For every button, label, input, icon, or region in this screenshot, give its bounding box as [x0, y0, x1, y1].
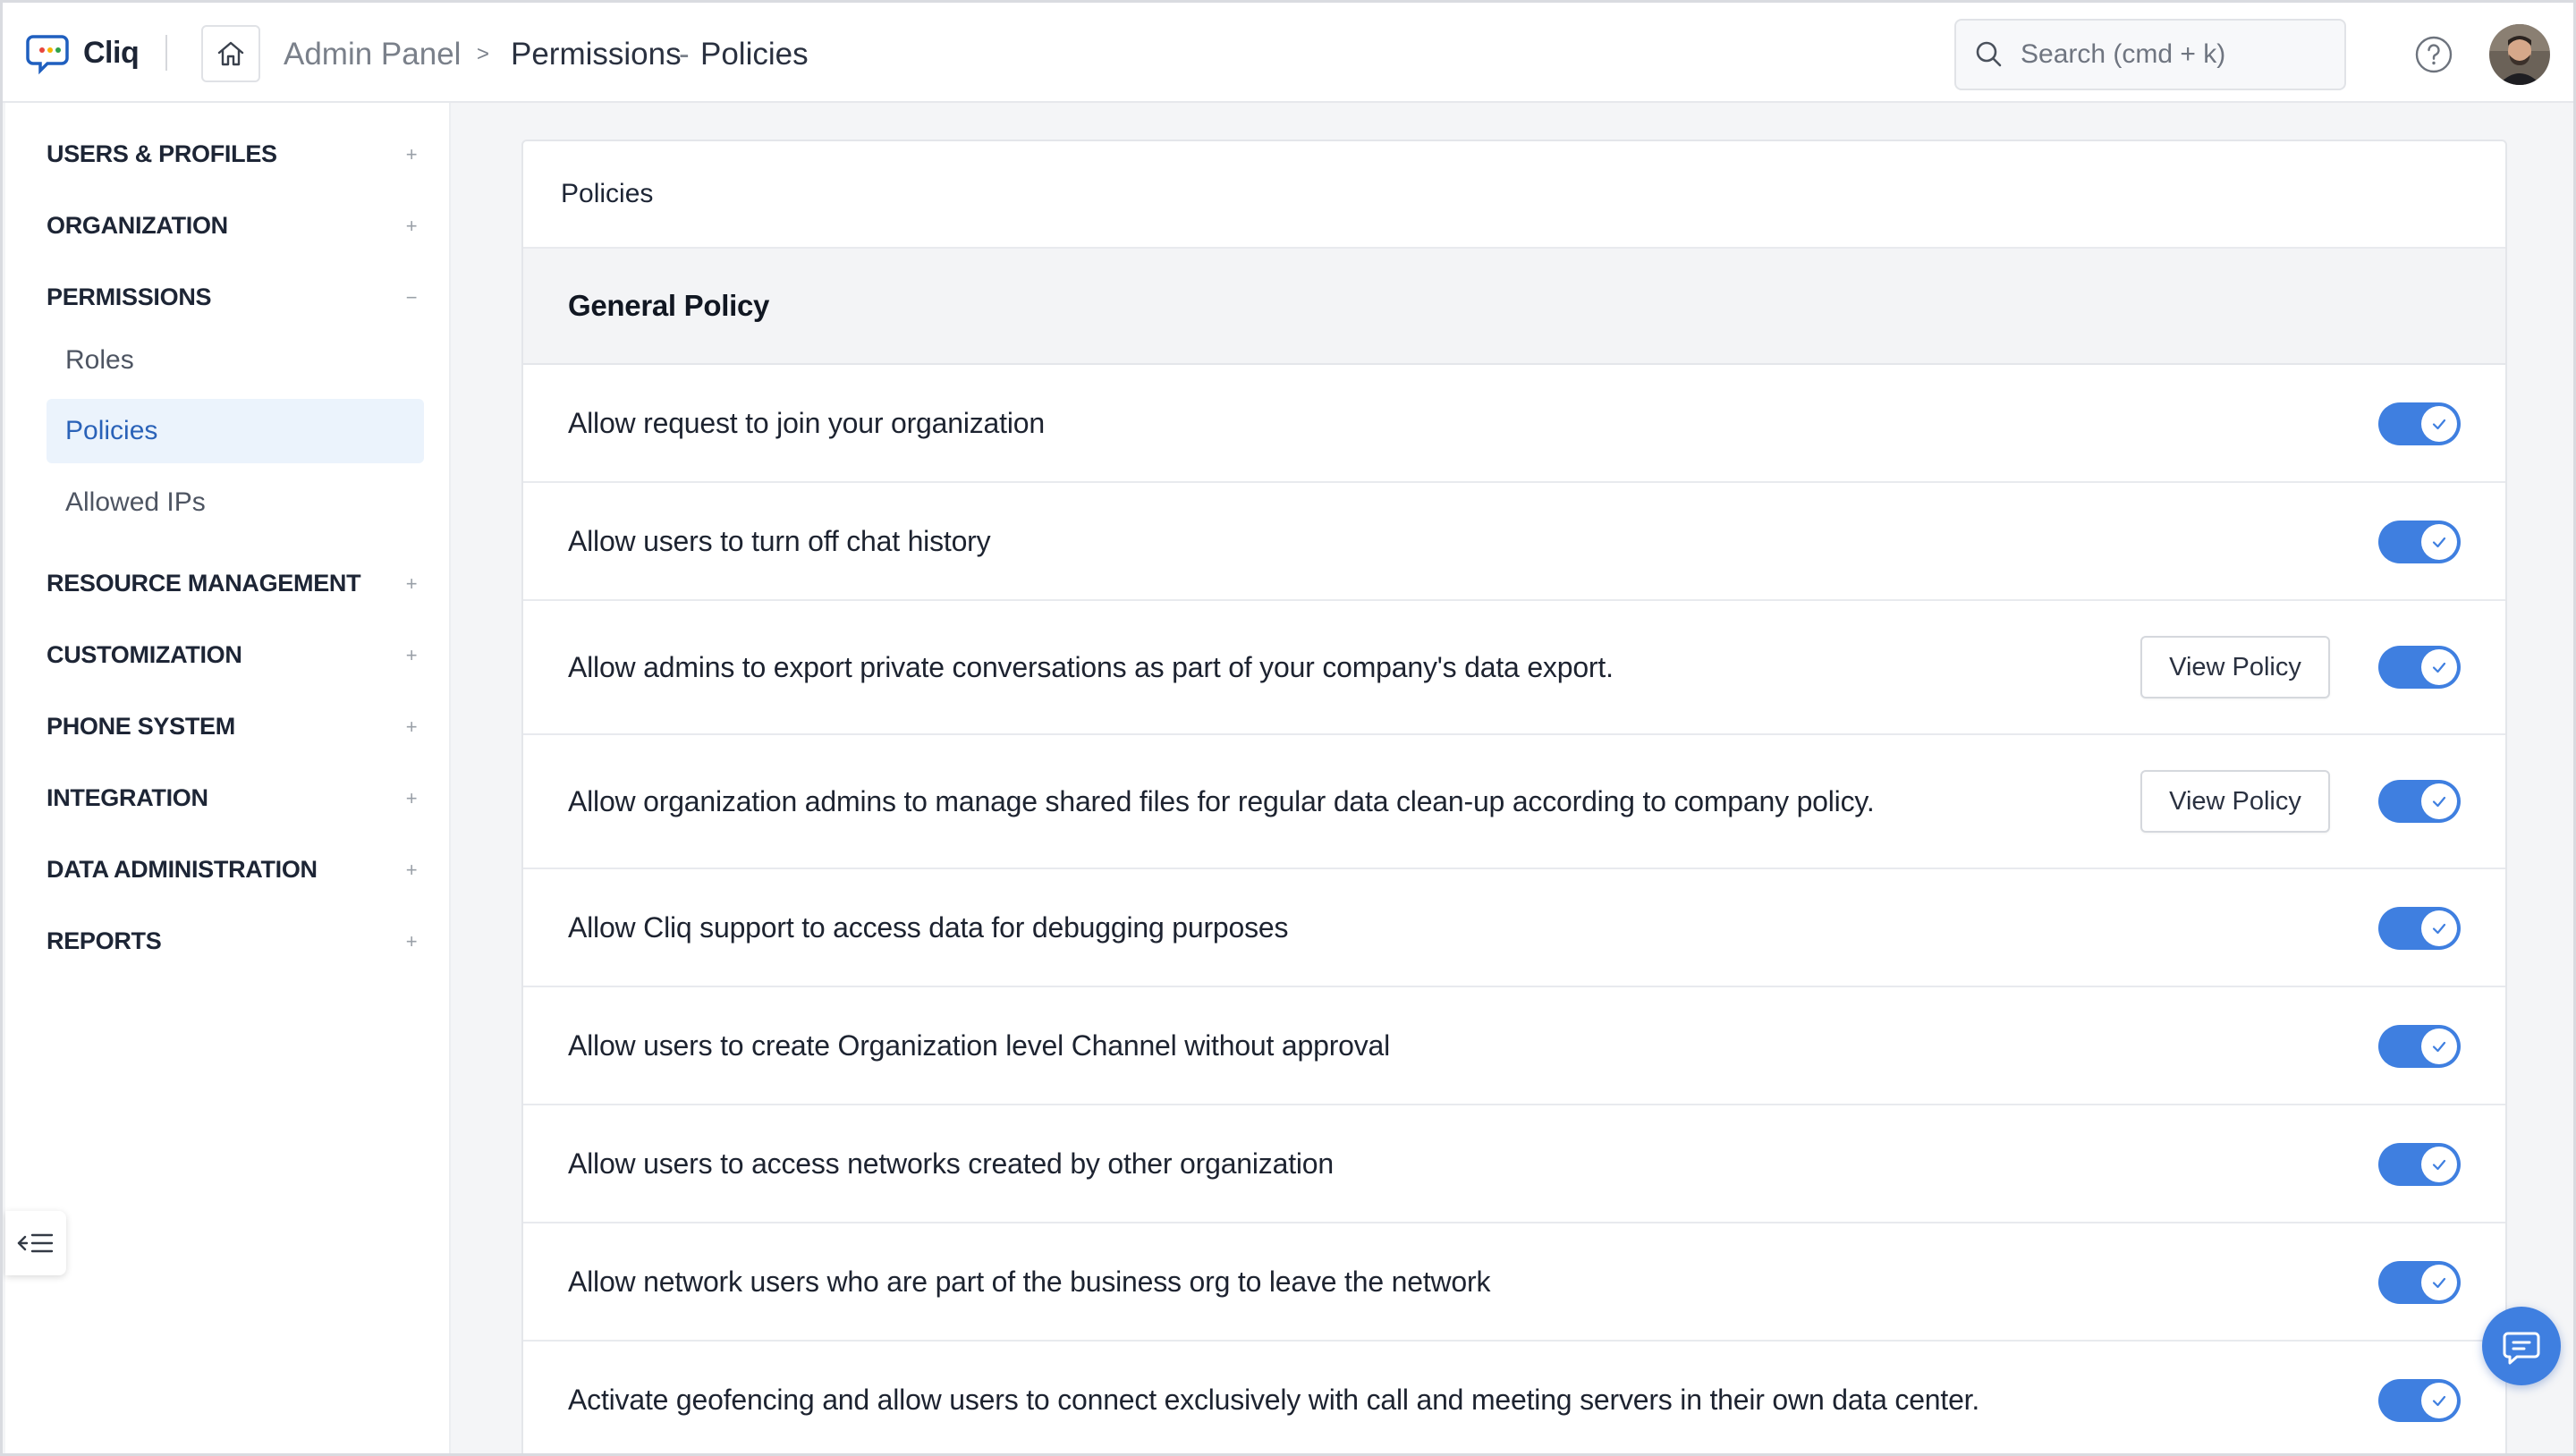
breadcrumb-admin-panel[interactable]: Admin Panel: [284, 37, 462, 72]
cliq-logo-icon: [26, 28, 76, 78]
app-name: Cliq: [83, 35, 140, 70]
panel-title: Policies: [523, 141, 2505, 249]
policy-row: [523, 735, 2505, 869]
policy-label: Allow Cliq support to access data for debugging purposes: [568, 910, 1289, 944]
check-icon: [2429, 1155, 2449, 1174]
toggle-knob: [2421, 1147, 2457, 1182]
expand-icon: +: [405, 715, 418, 738]
policy-label: Allow organization admins to manage shared files for regular data clean-up according to company policy.: [568, 784, 1875, 817]
policy-row: [523, 365, 2505, 483]
sidebar-section-resource-management[interactable]: RESOURCE MANAGEMENT +: [47, 570, 420, 597]
sidebar: [5, 103, 451, 1456]
policy-row: [523, 987, 2505, 1105]
view-policy-button[interactable]: View Policy: [2140, 636, 2330, 698]
policy-toggle[interactable]: [2378, 907, 2461, 950]
check-icon: [2429, 532, 2449, 552]
policy-label: Allow request to join your organization: [568, 406, 1045, 439]
policy-toggle[interactable]: [2378, 1143, 2461, 1186]
policy-label: Allow admins to export private conversations as part of your company's data export.: [568, 650, 1614, 683]
help-button[interactable]: [2414, 35, 2453, 74]
toggle-knob: [2421, 783, 2457, 819]
top-header: [3, 3, 2576, 103]
expand-icon: +: [405, 142, 418, 165]
sidebar-section-integration[interactable]: INTEGRATION +: [47, 784, 420, 812]
sidebar-section-data-administration[interactable]: DATA ADMINISTRATION +: [47, 856, 420, 884]
toggle-knob: [2421, 1265, 2457, 1300]
sidebar-item-roles[interactable]: Roles: [65, 345, 134, 375]
view-policy-button[interactable]: View Policy: [2140, 770, 2330, 833]
search-box[interactable]: [1954, 19, 2346, 90]
expand-icon: +: [405, 643, 418, 666]
user-avatar[interactable]: [2489, 24, 2550, 85]
header-divider: [165, 35, 167, 71]
search-input[interactable]: [2021, 39, 2343, 70]
policy-toggle[interactable]: [2378, 1261, 2461, 1304]
breadcrumb-dash: -: [679, 37, 690, 72]
breadcrumb-permissions: Permissions: [511, 37, 682, 72]
check-icon: [2429, 1037, 2449, 1056]
check-icon: [2429, 1273, 2449, 1292]
general-policy-header: General Policy: [523, 249, 2505, 365]
policy-toggle[interactable]: [2378, 521, 2461, 563]
chat-support-button[interactable]: [2482, 1307, 2561, 1385]
policy-row: [523, 1105, 2505, 1223]
policy-toggle[interactable]: [2378, 780, 2461, 823]
policy-row: [523, 483, 2505, 601]
toggle-knob: [2421, 649, 2457, 685]
sidebar-item-policies[interactable]: Policies: [47, 399, 424, 463]
app-logo[interactable]: [26, 26, 139, 80]
policy-label: Activate geofencing and allow users to connect exclusively with call and meeting servers in their own data center.: [568, 1383, 1980, 1416]
toggle-knob: [2421, 406, 2457, 442]
expand-icon: +: [405, 786, 418, 809]
help-icon: [2414, 35, 2453, 74]
collapse-sidebar-button[interactable]: [5, 1211, 66, 1275]
policy-toggle[interactable]: [2378, 402, 2461, 445]
collapse-icon: −: [405, 285, 418, 309]
search-icon: [1974, 39, 2004, 70]
expand-icon: +: [405, 929, 418, 952]
policy-label: Allow users to create Organization level Channel without approval: [568, 1029, 1391, 1062]
check-icon: [2429, 657, 2449, 677]
toggle-knob: [2421, 1029, 2457, 1064]
breadcrumb-separator: >: [477, 42, 490, 66]
sidebar-section-phone-system[interactable]: PHONE SYSTEM +: [47, 713, 420, 741]
sidebar-section-reports[interactable]: REPORTS +: [47, 927, 420, 955]
check-icon: [2429, 791, 2449, 811]
toggle-knob: [2421, 910, 2457, 946]
check-icon: [2429, 1391, 2449, 1410]
policy-row: [523, 869, 2505, 987]
sidebar-item-allowed-ips[interactable]: Allowed IPs: [65, 487, 206, 517]
check-icon: [2429, 918, 2449, 938]
policy-label: Allow users to access networks created by other organization: [568, 1147, 1334, 1180]
home-icon: [215, 38, 247, 70]
collapse-sidebar-icon: [16, 1230, 55, 1257]
policy-toggle[interactable]: [2378, 1025, 2461, 1068]
policies-panel: [521, 140, 2507, 1456]
sidebar-section-customization[interactable]: CUSTOMIZATION +: [47, 641, 420, 669]
sidebar-section-permissions[interactable]: PERMISSIONS −: [47, 284, 420, 311]
home-button[interactable]: [201, 25, 260, 82]
chat-icon: [2500, 1325, 2543, 1367]
expand-icon: +: [405, 214, 418, 237]
policy-label: Allow network users who are part of the business org to leave the network: [568, 1265, 1491, 1298]
policy-toggle[interactable]: [2378, 1379, 2461, 1422]
page-title: Policies: [700, 37, 809, 72]
policy-toggle[interactable]: [2378, 646, 2461, 689]
avatar-image: [2489, 24, 2550, 85]
policy-row: [523, 1223, 2505, 1342]
expand-icon: +: [405, 571, 418, 595]
check-icon: [2429, 414, 2449, 434]
toggle-knob: [2421, 1383, 2457, 1418]
sidebar-section-organization[interactable]: ORGANIZATION +: [47, 212, 420, 240]
policy-row: [523, 601, 2505, 735]
policy-label: Allow users to turn off chat history: [568, 524, 991, 557]
toggle-knob: [2421, 524, 2457, 560]
expand-icon: +: [405, 858, 418, 881]
policy-row: [523, 1342, 2505, 1456]
sidebar-section-users-profiles[interactable]: USERS & PROFILES +: [47, 140, 420, 168]
